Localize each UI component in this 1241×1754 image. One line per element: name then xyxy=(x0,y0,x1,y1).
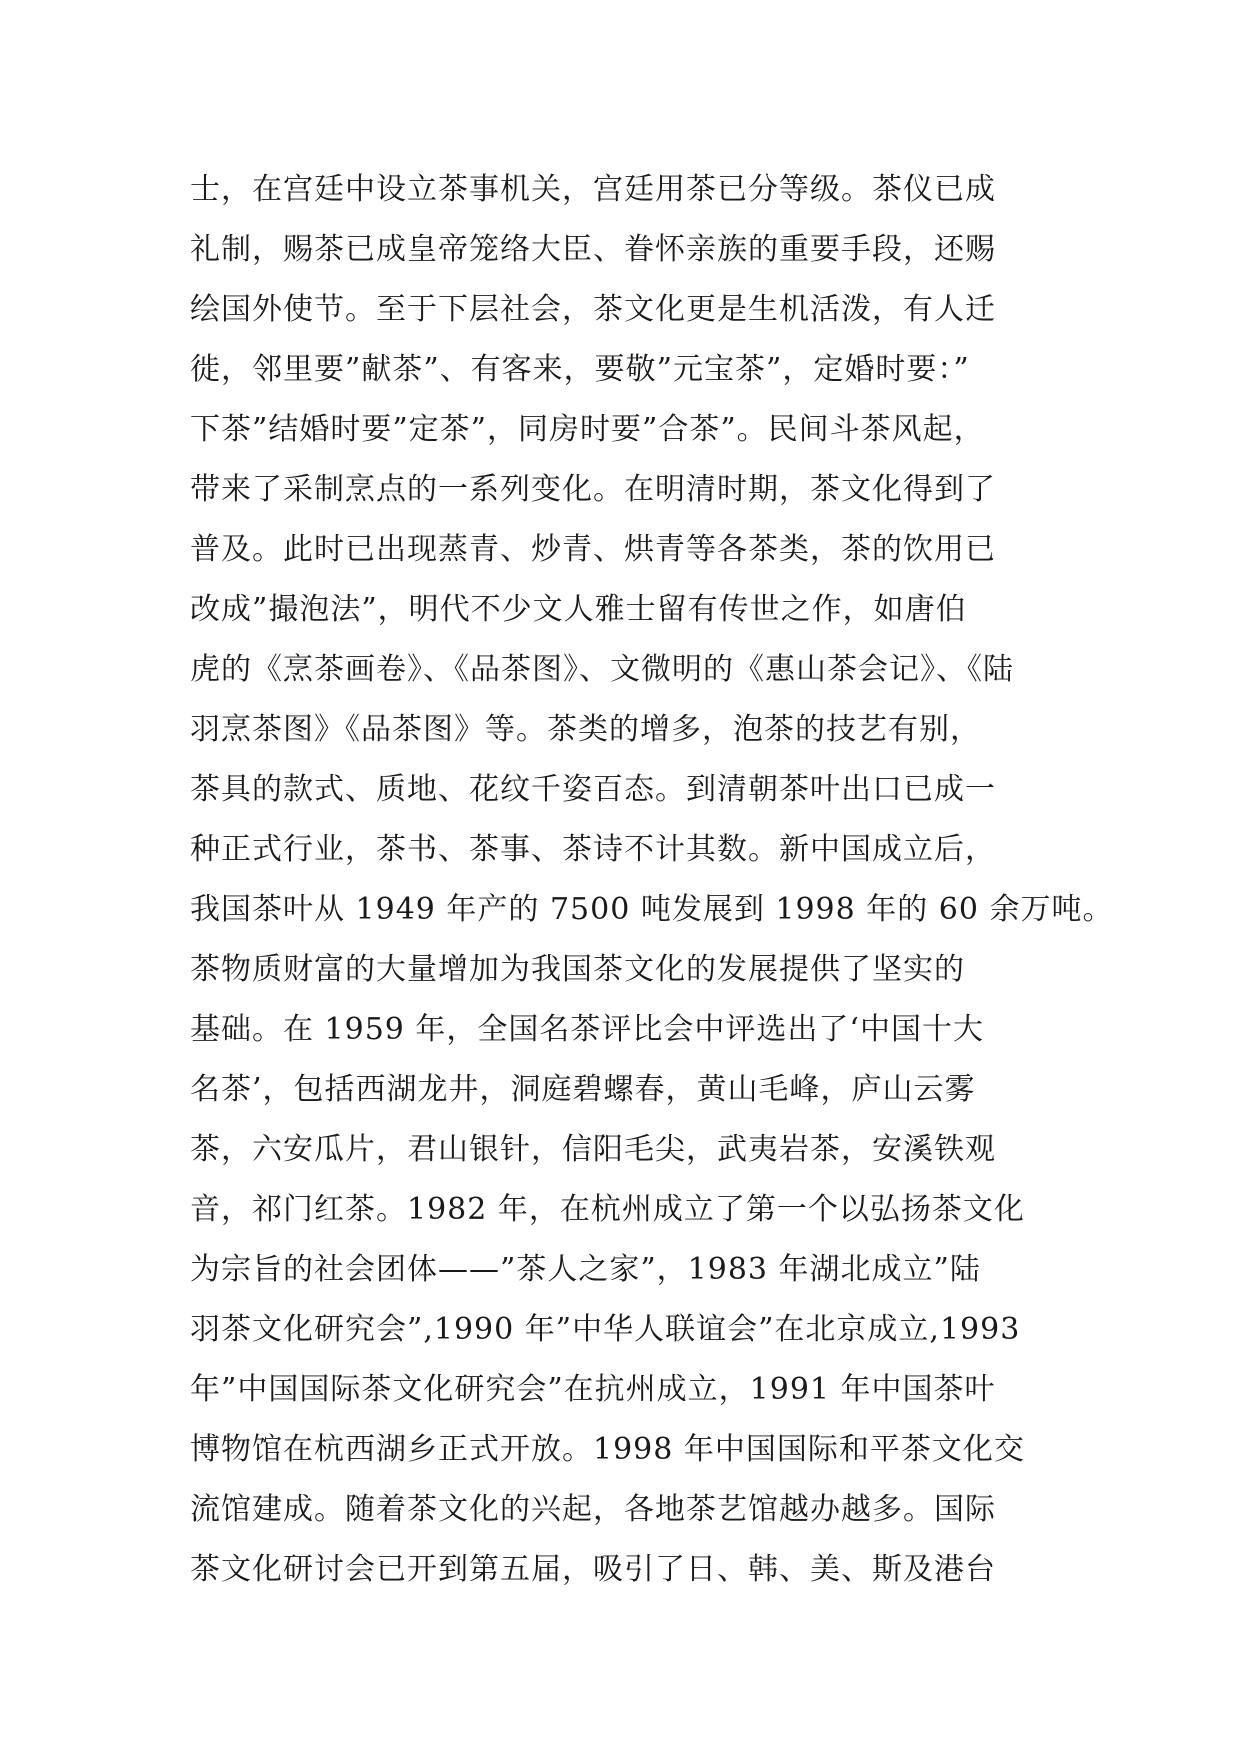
text-line: 博物馆在杭西湖乡正式开放。1998 年中国国际和平茶文化交 xyxy=(190,1432,1025,1467)
text-line: 种正式行业，茶书、茶事、茶诗不计其数。新中国成立后， xyxy=(190,832,996,867)
text-line: 士，在宫廷中设立茶事机关，宫廷用茶已分等级。茶仪已成 xyxy=(190,172,996,207)
text-line: 茶物质财富的大量增加为我国茶文化的发展提供了坚实的 xyxy=(190,952,965,987)
text-line: 下茶”结婚时要”定茶”，同房时要”合茶”。民间斗茶风起， xyxy=(190,412,985,447)
text-line: 基础。在 1959 年，全国名茶评比会中评选出了‘中国十大 xyxy=(190,1012,984,1047)
body-text xyxy=(190,160,1114,1600)
text-line: 音，祁门红茶。1982 年，在杭州成立了第一个以弘扬茶文化 xyxy=(190,1192,1025,1227)
text-line: 茶，六安瓜片，君山银针，信阳毛尖，武夷岩茶，安溪铁观 xyxy=(190,1132,996,1167)
text-line: 虎的《烹茶画卷》、《品茶图》、文微明的《惠山茶会记》、《陆 xyxy=(190,652,1014,687)
text-line: 年”中国国际茶文化研究会”在抗州成立，1991 年中国茶叶 xyxy=(190,1372,996,1407)
text-line: 茶具的款式、质地、花纹千姿百态。到清朝茶叶出口已成一 xyxy=(190,772,996,807)
text-line: 普及。此时已出现蒸青、炒青、烘青等各茶类，茶的饮用已 xyxy=(190,532,996,567)
text-line: 茶文化研讨会已开到第五届，吸引了日、韩、美、斯及港台 xyxy=(190,1552,996,1587)
text-line: 羽烹茶图》《品茶图》等。茶类的增多，泡茶的技艺有别， xyxy=(190,712,981,747)
text-line: 礼制，赐茶已成皇帝笼络大臣、眷怀亲族的重要手段，还赐 xyxy=(190,232,996,267)
text-line: 流馆建成。随着茶文化的兴起，各地茶艺馆越办越多。国际 xyxy=(190,1492,996,1527)
text-line: 为宗旨的社会团体——”茶人之家”，1983 年湖北成立”陆 xyxy=(190,1252,981,1287)
text-line: 改成”撮泡法”，明代不少文人雅士留有传世之作，如唐伯 xyxy=(190,592,967,627)
text-line: 带来了采制烹点的一系列变化。在明清时期，茶文化得到了 xyxy=(190,472,996,507)
text-line: 羽茶文化研究会”,1990 年”中华人联谊会”在北京成立,1993 xyxy=(190,1312,1021,1347)
text-line: 我国茶叶从 1949 年产的 7500 吨发展到 1998 年的 60 余万吨。 xyxy=(190,892,1114,927)
text-line: 绘国外使节。至于下层社会，茶文化更是生机活泼，有人迁 xyxy=(190,292,996,327)
text-line: 名茶’，包括西湖龙井，洞庭碧螺春，黄山毛峰，庐山云雾 xyxy=(190,1072,976,1107)
text-line: 徙，邻里要”献茶”、有客来，要敬”元宝茶”，定婚时要：” xyxy=(190,352,970,387)
